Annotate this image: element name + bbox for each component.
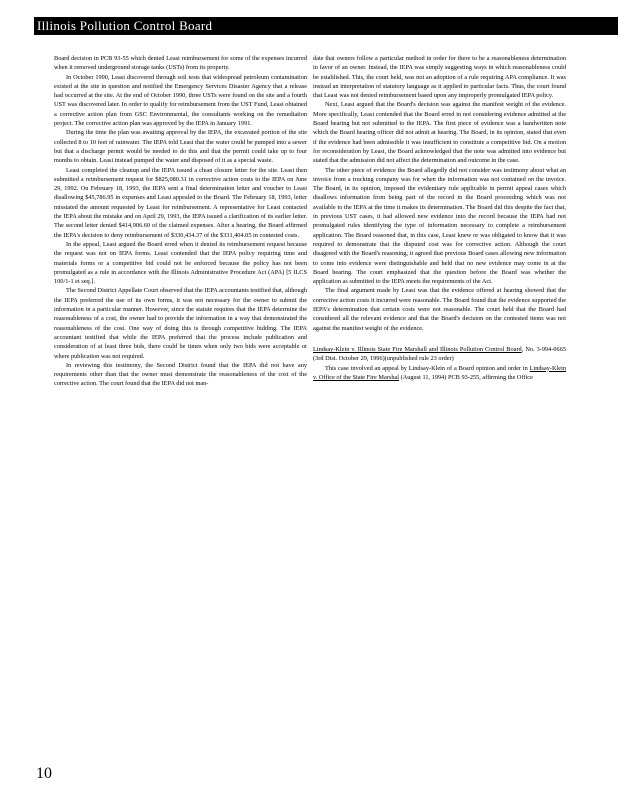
paragraph: The Second District Appellate Court observed that the IEPA accountants testified that, although the IEPA preferred the use of its own forms, it was not necessary for the owner to submit the information in a particular manner. However, since the statute requires that the IEPA determine the reasonableness of a cost, the owner had to provide the information in a way that demonstrated the reasonableness of the cost. One way of doing this is through competitive bidding. The IEPA accountant testified that while the IEPA preferred that the process include publication and consideration of at least three bids, there could be times when only two bids were acceptable or where publication was not required.	[54, 287, 307, 360]
paragraph: date that owners follow a particular method in order for there to be a reasonableness determination in favor of an owner. Instead, the IEPA was simply suggesting ways in which reasonableness could be established. This, the court held, was not an adoption of a rule requiring APA compliance. It was instead an interpretation of statutory language as it applied to particular facts. Thus, the court found that Leasi was not denied reimbursement based upon any improperly promulgated IEPA policy.	[313, 55, 566, 100]
paragraph: Board decision in PCB 93-55 which denied Leasi reimbursement for some of the expenses incurred when it removed underground storage tanks (USTs) from its property.	[54, 55, 307, 72]
case-appeal-rest: (August 11, 1994) PCB 93-255, affirming the Office	[399, 373, 533, 381]
newsletter-header-bar	[34, 17, 618, 35]
case-citation-details: , No. 3-994-0665 (3rd Dist. October 29, 1996)(unpublished rule 23 order)	[313, 345, 567, 363]
newsletter-title: Illinois Pollution Control Board	[37, 18, 213, 33]
case-appeal-title: Lindsay-Klein v. Office of the State Fire Marshal	[313, 364, 566, 381]
case-title: Lindsay-Klein v. Illinois State Fire Marshall and Illinois Pollution Control Board	[313, 345, 522, 353]
case-citation	[313, 345, 566, 364]
case-summary	[313, 345, 566, 382]
left-column	[54, 54, 307, 389]
paragraph: Leasi completed the cleanup and the IEPA issued a clean closure letter for the site. Leasi then submitted a reimbursement request for $825,080.31 in corrective action costs to the IEPA on June 29, 1992. On February 18, 1993, the IEPA sent a final determination letter and voucher to Leasi disallowing $45,786.95 in expenses and Leasi appealed to the Board. The February 18, 1993, letter misstated the amount requested by Leasi for reimbursement. A representative for Leasi contacted the IEPA about the mistake and on April 29, 1993, the IEPA issued a clarification of its earlier letter. The second letter denied $414,906.60 of the claimed expenses. After a hearing, the Board affirmed the IEPA's decision to deny reimbursement of $330,434.37 of the $331,404.05 in contested costs.	[54, 166, 307, 239]
case-paragraph	[313, 364, 566, 383]
case-appeal-intro: This case involved an appeal by Lindsay-Klein of a Board opinion and order in	[325, 364, 530, 372]
paragraph: The other piece of evidence the Board allegedly did not consider was testimony about what an invoice from a trucking company was for when the information was not contained on the invoice. The Board, in its opinion, imposed the evidentiary rule applicable in permit appeal cases which disallows information from being part of the record in the Board proceeding which was not available to the IEPA at the time it makes its determination. The Board did this despite the fact that, in previous UST cases, it had allowed new evidence into the record because the IEPA had not promulgated rules identifying the type of information necessary to complete a reimbursement application. The Board reasoned that, in this case, Leasi knew or was obligated to know that it was required to demonstrate that the disputed cost was for corrective action. Although the court disagreed with the Board's reasoning, it agreed that previous Board cases allowing new information to come into evidence were distinguishable and held that no new evidence may come in at the Board hearing. The court emphasized that the question before the Board was whether the application as submitted to the IEPA meets the requirements of the Act.	[313, 166, 566, 286]
right-column	[313, 54, 566, 382]
paragraph: In October 1990, Leasi discovered through soil tests that widespread petroleum contamination existed at the site in question and notified the Emergency Services Disaster Agency that a release had occurred at the site. At the end of October 1990, three USTs were found on the site and a fourth UST was discovered later. In order to qualify for reimbursement from the UST Fund, Leasi obtained a corrective action plan from GSC Environmental, the consultants working on the remediation project. The corrective action plan was approved by the IEPA in January 1991.	[54, 73, 307, 128]
paragraph: In the appeal, Leasi argued the Board erred when it denied its reimbursement request because the request was not on IEPA forms. Leasi contended that the IEPA policy requiring time and materials forms or a competitive bid could not be enforced because the policy has not been promulgated as a rule in accordance with the Illinois Administrative Procedure Act (APA) [5 ILCS 100/1-1 et seq.].	[54, 240, 307, 286]
paragraph: Next, Leasi argued that the Board's decision was against the manifest weight of the evidence. More specifically, Leasi contended that the Board erred in not considering evidence admitted at the Board hearing but not submitted to the IEPA. The first piece of evidence was a handwritten note which the Board hearing officer did not admit at hearing. The Board, in its opinion, stated that even if the evidence had been admissible it was insufficient to constitute a competitive bid. On a motion for reconsideration by Leasi, the Board acknowledged that the note was admitted into evidence but stated that the admission did not affect the determination and outcome in the case.	[313, 101, 566, 165]
paragraph: During the time the plan was awaiting approval by the IEPA, the excavated portion of the site collected 8 to 10 feet of rainwater. The IEPA told Leasi that the water could be pumped into a sewer but that a discharge permit would be needed to do this and that the permit could take up to four months to obtain. Leasi instead pumped the water and disposed of it as a special waste.	[54, 129, 307, 165]
paragraph: In reviewing this testimony, the Second District found that the IEPA did not have any requirements other than that the owner must demonstrate the reasonableness of the cost of the corrective action. The court found that the IEPA did not man-	[54, 361, 307, 388]
paragraph: The final argument made by Leasi was that the evidence offered at hearing showed that the corrective action costs it incurred were reasonable. The Board found that the evidence supported the IEPA's determination that certain costs were not reasonable. The court held that the Board had considered all the relevant evidence and that the Board's decision on the contested items was not against the manifest weight of the evidence.	[313, 287, 566, 332]
page-number: 10	[36, 765, 52, 782]
